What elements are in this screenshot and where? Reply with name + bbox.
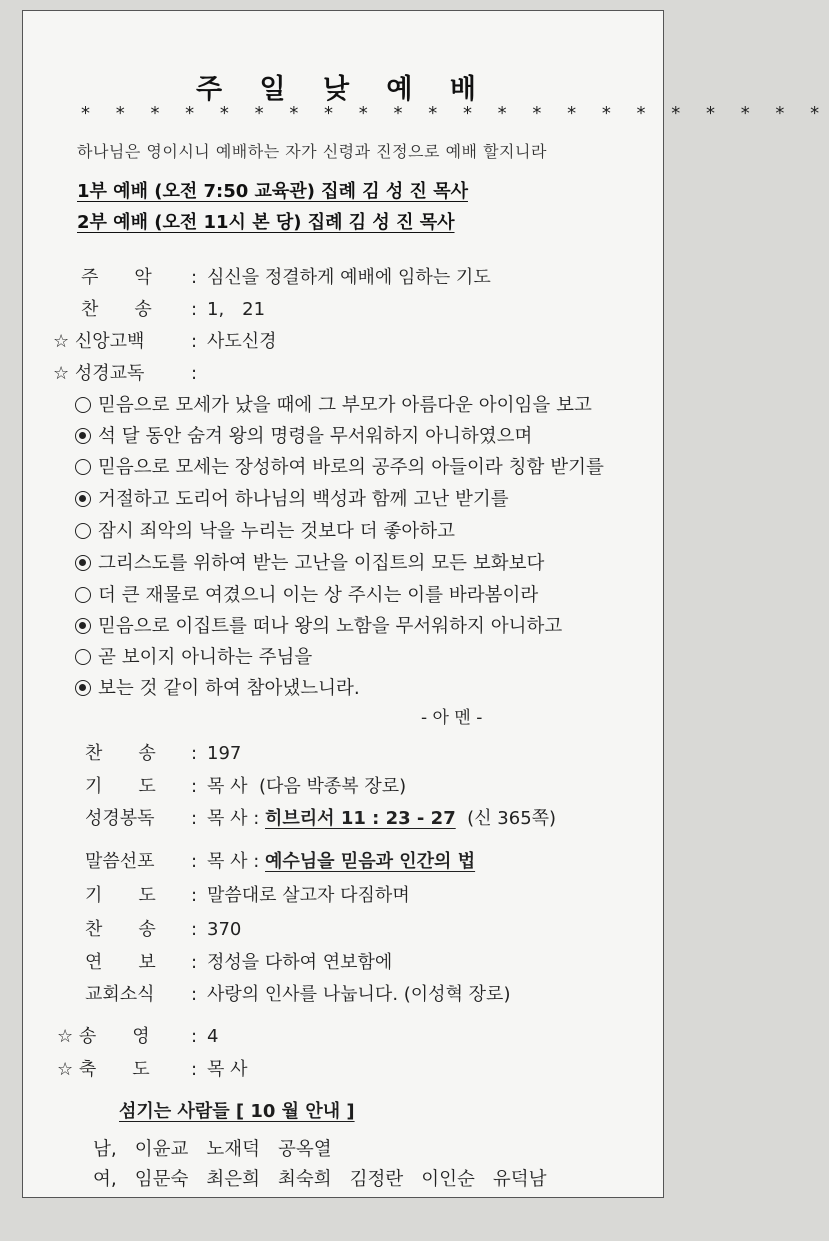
- order-label: 찬 송: [85, 919, 156, 940]
- order-label: 기 도: [85, 776, 156, 797]
- reading-line: 믿음으로 이집트를 떠나 왕의 노함을 무서워하지 아니하고: [75, 612, 562, 638]
- order-item: 기 도 : 말씀대로 살고자 다짐하며: [85, 881, 410, 907]
- order-label: 찬 송: [81, 299, 152, 320]
- reading-line: 석 달 동안 숨겨 왕의 명령을 무서워하지 아니하였으며: [75, 422, 532, 448]
- open-circle-icon: [75, 397, 91, 413]
- order-label: ☆ 송 영: [57, 1026, 150, 1047]
- sermon-title: 예수님을 믿음과 인간의 법: [265, 851, 476, 872]
- open-circle-icon: [75, 649, 91, 665]
- order-item: 기 도 : 목 사 (다음 박종복 장로): [85, 772, 406, 798]
- verse-line: 하나님은 영이시니 예배하는 자가 신령과 진정으로 예배 할지니라: [77, 142, 547, 161]
- open-circle-icon: [75, 587, 91, 603]
- star-divider: * * * * * * * * * * * * * * * * * * * * * *: [81, 103, 829, 124]
- reading-line: 그리스도를 위하여 받는 고난을 이집트의 모든 보화보다: [75, 549, 544, 575]
- men-servers: 남, 이윤교 노재덕 공옥열: [93, 1139, 332, 1160]
- reading-line: 믿음으로 모세가 났을 때에 그 부모가 아름다운 아이임을 보고: [75, 391, 592, 417]
- reading-line: 보는 것 같이 하여 참아냈느니라.: [75, 674, 360, 700]
- filled-circle-icon: [75, 555, 91, 571]
- order-label: 주 악: [81, 267, 152, 288]
- reading-line: 거절하고 도리어 하나님의 백성과 함께 고난 받기를: [75, 485, 509, 511]
- order-label: 교회소식: [85, 984, 155, 1005]
- order-item: ☆ 축 도 : 목 사: [57, 1055, 248, 1081]
- order-item: 찬 송 : 1, 21: [81, 295, 265, 321]
- bulletin-page: [22, 10, 829, 1198]
- order-value: 사도신경: [207, 331, 277, 352]
- order-item: 말씀선포 : 목 사 : 예수님을 믿음과 인간의 법: [85, 847, 475, 873]
- reading-line: 잠시 죄악의 낙을 누리는 것보다 더 좋아하고: [75, 517, 455, 543]
- filled-circle-icon: [75, 680, 91, 696]
- order-label: ☆ 신앙고백: [53, 331, 145, 352]
- order-item: 연 보 : 정성을 다하여 연보함에: [85, 948, 392, 974]
- filled-circle-icon: [75, 428, 91, 444]
- page-title: 주 일 낮 예 배: [195, 74, 490, 105]
- women-servers: 여, 임문숙 최은희 최숙희 김정란 이인순 유덕남: [93, 1169, 547, 1190]
- reading-line: 더 큰 재물로 여겼으니 이는 상 주시는 이를 바라봄이라: [75, 581, 538, 607]
- order-label: 찬 송: [85, 743, 156, 764]
- service-1-line: 1부 예배 (오전 7:50 교육관) 집례 김 성 진 목사: [77, 181, 468, 202]
- order-label: ☆ 축 도: [57, 1059, 150, 1080]
- open-circle-icon: [75, 459, 91, 475]
- order-label: 말씀선포: [85, 851, 155, 872]
- order-label: ☆ 성경교독: [53, 363, 145, 384]
- order-label: 성경봉독: [85, 808, 155, 829]
- order-label: 연 보: [85, 952, 156, 973]
- amen-line: - 아 멘 -: [421, 708, 483, 728]
- order-item: 찬 송 : 370: [85, 915, 241, 941]
- filled-circle-icon: [75, 618, 91, 634]
- order-item: ☆ 성경교독 :: [53, 359, 207, 385]
- reading-line: 믿음으로 모세는 장성하여 바로의 공주의 아들이라 칭함 받기를: [75, 453, 604, 479]
- order-item: 교회소식 : 사랑의 인사를 나눕니다. (이성혁 장로): [85, 980, 510, 1006]
- open-circle-icon: [75, 523, 91, 539]
- order-value: 심신을 정결하게 예배에 임하는 기도: [207, 267, 491, 288]
- filled-circle-icon: [75, 491, 91, 507]
- servers-heading: 섬기는 사람들 [ 10 월 안내 ]: [119, 1101, 355, 1122]
- service-2-line: 2부 예배 (오전 11시 본 당) 집례 김 성 진 목사: [77, 212, 455, 233]
- order-item: ☆ 신앙고백 : 사도신경: [53, 327, 277, 353]
- order-item: 찬 송 : 197: [85, 739, 241, 765]
- order-item: 성경봉독 : 목 사 : 히브리서 11 : 23 - 27 (신 365쪽): [85, 804, 556, 830]
- reading-line: 곧 보이지 아니하는 주님을: [75, 643, 312, 669]
- order-label: 기 도: [85, 885, 156, 906]
- order-item: 주 악 : 심신을 정결하게 예배에 임하는 기도: [81, 263, 491, 289]
- scripture-reference: 히브리서 11 : 23 - 27: [265, 808, 456, 829]
- order-value: 1, 21: [207, 299, 266, 320]
- order-item: ☆ 송 영 : 4: [57, 1022, 218, 1048]
